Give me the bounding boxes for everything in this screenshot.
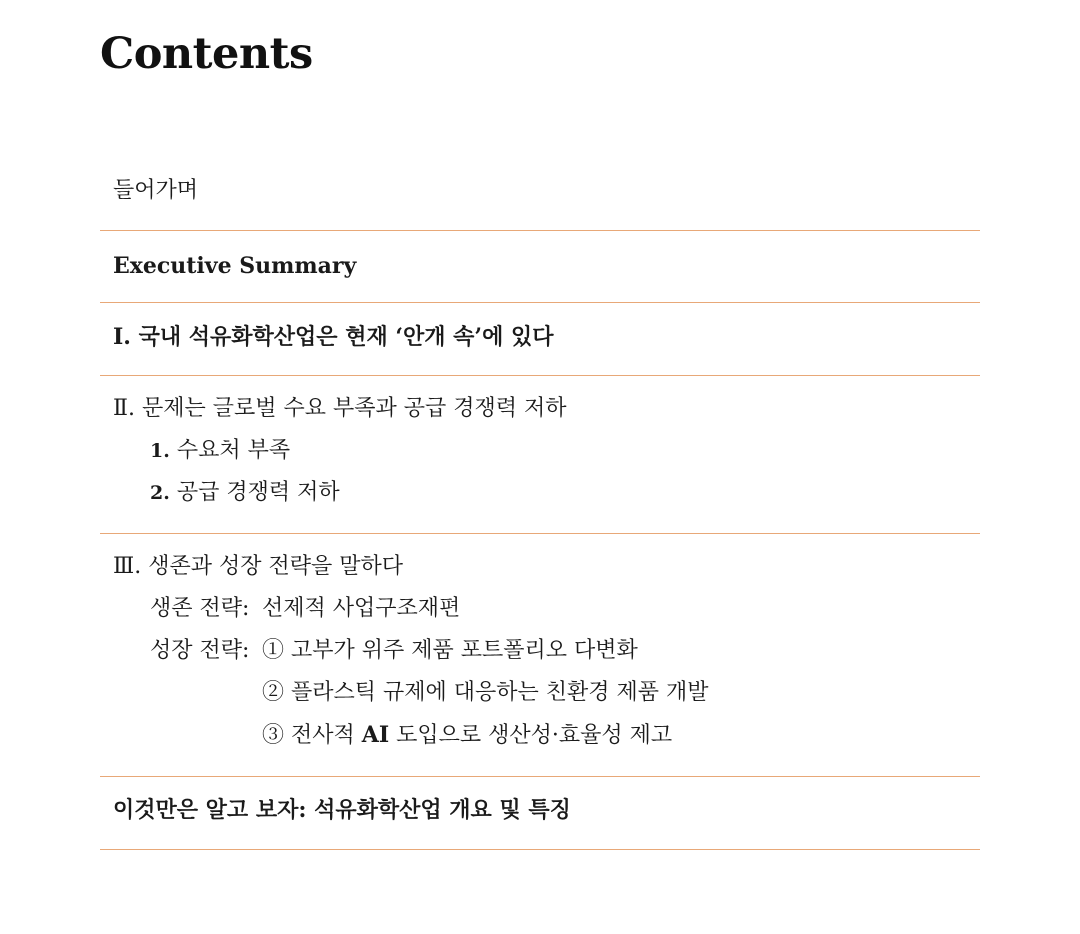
- growth-strategy-label: 성장 전략:: [150, 638, 250, 663]
- chapter-1-title: 국내 석유화학산업은 현재 ‘안개 속’에 있다: [130, 324, 554, 350]
- toc-section-appendix: [100, 777, 980, 850]
- sub-1-number: 1.: [150, 440, 170, 462]
- toc-entry-appendix[interactable]: 이것만은 알고 보자: 석유화학산업 개요 및 특징: [113, 797, 571, 823]
- toc-entry-survival-strategy[interactable]: [113, 588, 980, 630]
- toc-entry-growth-strategy-1[interactable]: [113, 630, 980, 672]
- toc-entry-intro[interactable]: 들어가며: [113, 178, 199, 203]
- growth-strategy-item-1: ① 고부가 위주 제품 포트폴리오 다변화: [262, 638, 638, 663]
- chapter-2-title: 문제는 글로벌 수요 부족과 공급 경쟁력 저하: [134, 396, 567, 421]
- toc-entry-chapter-1[interactable]: [113, 316, 980, 358]
- chapter-3-title: 생존과 성장 전략을 말하다: [141, 554, 403, 579]
- chapter-1-numeral: Ⅰ.: [113, 324, 131, 350]
- chapter-2-numeral: Ⅱ.: [113, 396, 135, 421]
- toc-section-chapter-3: [100, 534, 980, 777]
- table-of-contents: [100, 158, 980, 850]
- sub-2-text: 공급 경쟁력 저하: [169, 480, 340, 505]
- toc-section-chapter-1: [100, 303, 980, 376]
- toc-entry-chapter-2[interactable]: [113, 388, 980, 430]
- toc-entry-chapter-2-sub-1[interactable]: [113, 430, 980, 472]
- growth-strategy-item-3-prefix: ③ 전사적: [262, 723, 362, 748]
- survival-strategy-label: 생존 전략:: [150, 596, 250, 621]
- toc-entry-chapter-2-sub-2[interactable]: [113, 472, 980, 514]
- toc-entry-executive-summary[interactable]: Executive Summary: [113, 253, 357, 279]
- growth-strategy-item-3-suffix: 도입으로 생산성·효율성 제고: [389, 723, 673, 748]
- toc-entry-chapter-3[interactable]: [113, 546, 980, 588]
- toc-section-executive-summary: [100, 231, 980, 303]
- toc-section-chapter-2: [100, 376, 980, 534]
- toc-entry-growth-strategy-3[interactable]: [113, 714, 980, 757]
- sub-1-text: 수요처 부족: [169, 438, 291, 463]
- survival-strategy-text: 선제적 사업구조재편: [262, 596, 461, 621]
- sub-2-number: 2.: [150, 482, 170, 504]
- toc-section-intro: [100, 158, 980, 231]
- growth-strategy-item-3-ai: AI: [361, 722, 390, 748]
- chapter-3-numeral: Ⅲ.: [113, 554, 142, 579]
- page-title: Contents: [100, 29, 313, 79]
- toc-entry-growth-strategy-2[interactable]: ② 플라스틱 규제에 대응하는 친환경 제품 개발: [262, 680, 709, 705]
